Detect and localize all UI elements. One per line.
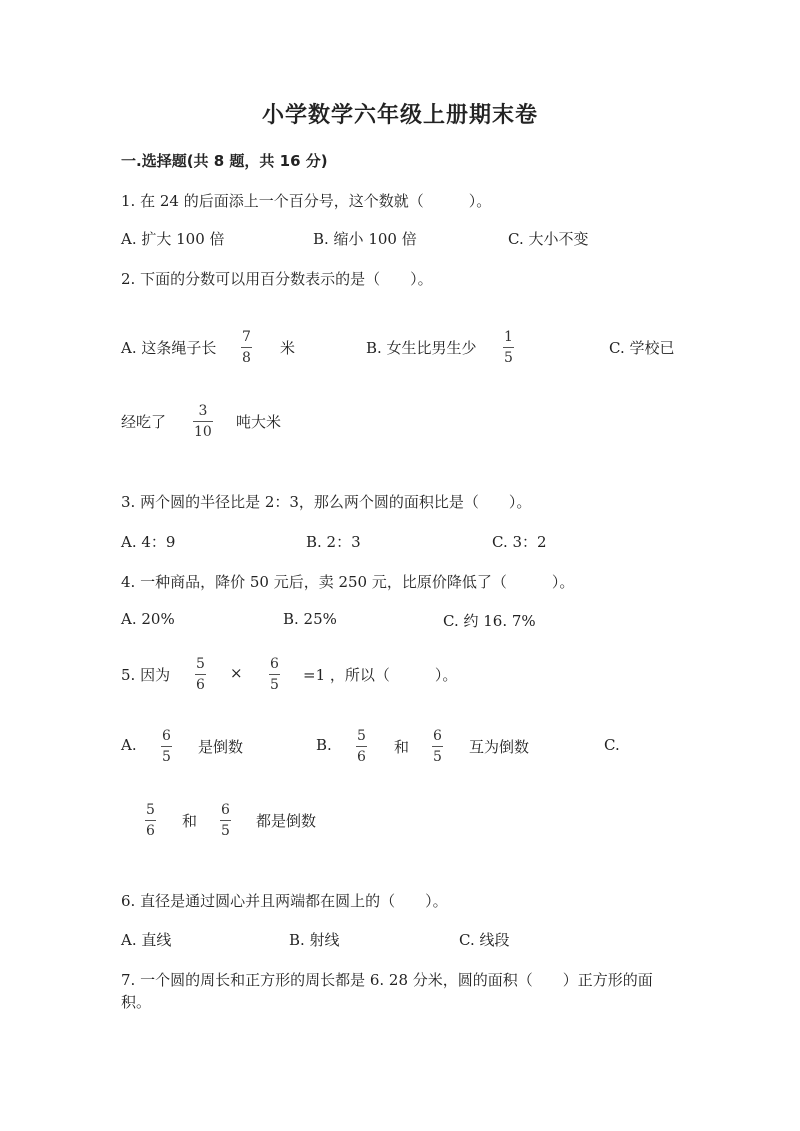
fraction bbox=[269, 656, 280, 693]
question-5-option-c-label: C. bbox=[604, 736, 620, 754]
question-4-option-c: C. 约 16. 7% bbox=[443, 612, 536, 630]
question-5-stem-end: =1 ，所以（ ）。 bbox=[303, 666, 458, 684]
fraction-numerator: 5 bbox=[146, 802, 155, 818]
question-2-option-c-text: C. 学校已 bbox=[609, 339, 675, 357]
fraction-denominator: 6 bbox=[196, 677, 205, 693]
fraction-bar bbox=[161, 746, 172, 747]
question-3-option-b: B. 2：3 bbox=[306, 533, 361, 551]
question-6-option-b: B. 射线 bbox=[289, 931, 340, 949]
fraction-bar bbox=[193, 421, 213, 422]
fraction-numerator: 3 bbox=[198, 403, 208, 419]
fraction bbox=[145, 802, 156, 839]
fraction-numerator: 7 bbox=[242, 329, 251, 345]
fraction-bar bbox=[241, 347, 252, 348]
fraction bbox=[161, 728, 172, 765]
question-4-option-b: B. 25% bbox=[283, 610, 337, 628]
fraction bbox=[503, 329, 514, 366]
fraction bbox=[193, 403, 213, 440]
question-3-option-c: C. 3：2 bbox=[492, 533, 547, 551]
fraction bbox=[432, 728, 443, 765]
question-7-stem-line-1: 7. 一个圆的周长和正方形的周长都是 6. 28 分米，圆的面积（ ）正方形的面 bbox=[121, 971, 653, 989]
fraction-denominator: 5 bbox=[433, 749, 442, 765]
fraction-numerator: 5 bbox=[357, 728, 366, 744]
fraction-denominator: 10 bbox=[194, 424, 212, 440]
fraction-denominator: 8 bbox=[242, 350, 251, 366]
fraction-numerator: 5 bbox=[196, 656, 205, 672]
fraction-numerator: 1 bbox=[504, 329, 513, 345]
question-5-option-b-label: B. bbox=[316, 736, 332, 754]
fraction-numerator: 6 bbox=[162, 728, 171, 744]
question-4-stem: 4. 一种商品，降价 50 元后，卖 250 元，比原价降低了（ ）。 bbox=[121, 573, 575, 591]
question-7-stem-line-2: 积。 bbox=[121, 993, 152, 1011]
question-5-option-b-text: 互为倒数 bbox=[469, 738, 530, 756]
fraction-numerator: 6 bbox=[270, 656, 279, 672]
question-4-option-a: A. 20% bbox=[121, 610, 175, 628]
fraction-denominator: 5 bbox=[270, 677, 279, 693]
fraction bbox=[356, 728, 367, 765]
question-1-stem: 1. 在 24 的后面添上一个百分号，这个数就（ ）。 bbox=[121, 192, 492, 210]
question-1-option-a: A. 扩大 100 倍 bbox=[121, 230, 225, 248]
question-5-stem-start: 5. 因为 bbox=[121, 666, 171, 684]
question-5-option-a-label: A. bbox=[121, 736, 137, 754]
question-1-option-b: B. 缩小 100 倍 bbox=[313, 230, 417, 248]
fraction-bar bbox=[432, 746, 443, 747]
fraction bbox=[195, 656, 206, 693]
question-3-stem: 3. 两个圆的半径比是 2：3，那么两个圆的面积比是（ ）。 bbox=[121, 493, 532, 511]
question-2-option-c-continued: 经吃了 bbox=[121, 413, 167, 431]
fraction bbox=[241, 329, 252, 366]
question-2-stem: 2. 下面的分数可以用百分数表示的是（ ）。 bbox=[121, 270, 433, 288]
fraction-bar bbox=[503, 347, 514, 348]
fraction bbox=[220, 802, 231, 839]
fraction-bar bbox=[195, 674, 206, 675]
fraction-denominator: 5 bbox=[162, 749, 171, 765]
fraction-numerator: 6 bbox=[221, 802, 230, 818]
fraction-bar bbox=[269, 674, 280, 675]
question-5-option-c-and: 和 bbox=[182, 812, 198, 830]
question-6-stem: 6. 直径是通过圆心并且两端都在圆上的（ ）。 bbox=[121, 892, 448, 910]
page-title: 小学数学六年级上册期末卷 bbox=[261, 103, 538, 128]
question-2-option-c-unit: 吨大米 bbox=[236, 413, 282, 431]
question-5-option-a-text: 是倒数 bbox=[198, 738, 244, 756]
question-2-option-b-text: B. 女生比男生少 bbox=[366, 339, 477, 357]
fraction-denominator: 5 bbox=[221, 823, 230, 839]
question-5-option-c-text: 都是倒数 bbox=[256, 812, 317, 830]
fraction-bar bbox=[145, 820, 156, 821]
fraction-denominator: 6 bbox=[146, 823, 155, 839]
fraction-denominator: 6 bbox=[357, 749, 366, 765]
question-6-option-c: C. 线段 bbox=[459, 931, 510, 949]
fraction-numerator: 6 bbox=[433, 728, 442, 744]
question-1-option-c: C. 大小不变 bbox=[508, 230, 589, 248]
question-3-option-a: A. 4：9 bbox=[121, 533, 176, 551]
multiply-sign: × bbox=[230, 664, 243, 682]
question-2-option-a-text: A. 这条绳子长 bbox=[121, 339, 217, 357]
question-5-option-b-and: 和 bbox=[394, 738, 410, 756]
fraction-denominator: 5 bbox=[504, 350, 513, 366]
fraction-bar bbox=[356, 746, 367, 747]
question-6-option-a: A. 直线 bbox=[121, 931, 172, 949]
fraction-bar bbox=[220, 820, 231, 821]
question-2-option-a-unit: 米 bbox=[280, 339, 296, 357]
section-heading: 一.选择题(共 8 题，共 16 分) bbox=[121, 152, 328, 170]
